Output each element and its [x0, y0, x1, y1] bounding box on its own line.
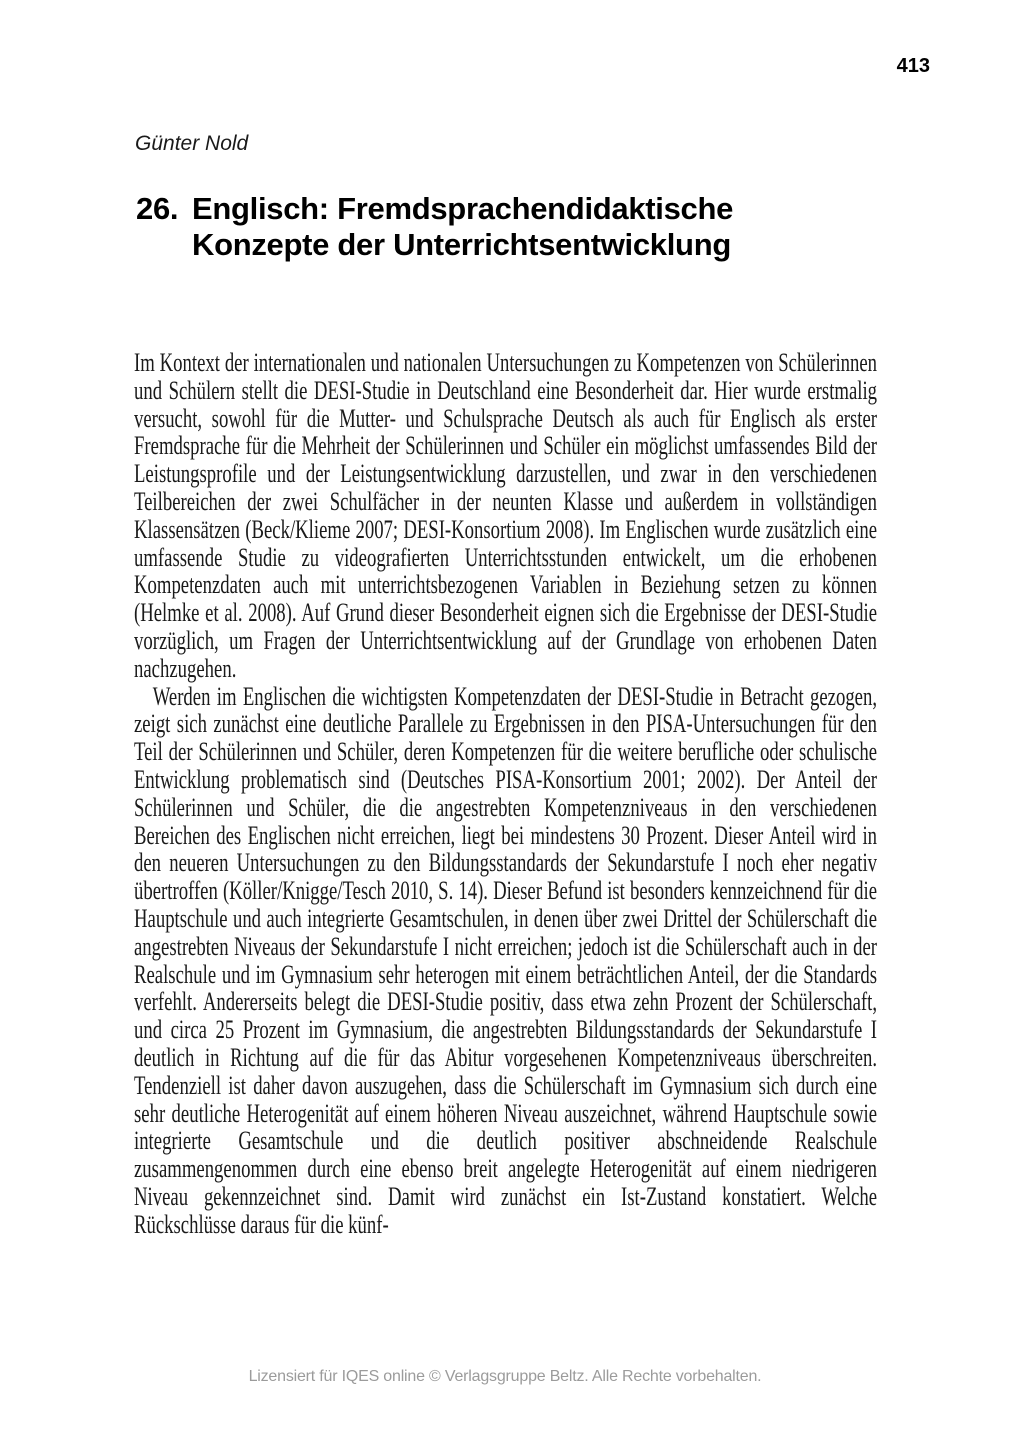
paragraph-2: Werden im Englischen die wichtigsten Kompetenzdaten der DESI-Studie in Betracht gezogen, zeigt sich zunächst eine deutliche Parallele zu Ergebnissen in den PISA-Untersuchungen für den Teil der Schülerinnen und Schüler, deren Kompetenzen für die weitere berufliche oder schulische Entwicklung problematisch sind (Deutsches PISA-Konsortium 2001; 2002). Der Anteil der Schülerinnen und Schüler, die die angestrebten Kompetenzniveaus in den verschiedenen Bereichen des Englischen nicht erreichen, liegt bei mindestens 30 Prozent. Dieser Anteil wird in den neueren Untersuchungen zu den Bildungsstandards der Sekundarstufe I noch eher negativ übertroffen (Köller/Knigge/Tesch 2010, S. 14). Dieser Befund ist besonders kennzeichnend für die Hauptschule und auch integrierte Gesamtschulen, in denen über zwei Drittel der Schülerschaft die angestrebten Niveaus der Sekundarstufe I nicht erreichen; jedoch ist die Schülerschaft auch in der Realschule und im Gymnasium sehr heterogen mit einem beträchtlichen Anteil, der die Standards verfehlt. Andererseits belegt die DESI-Studie positiv, dass etwa zehn Prozent der Schülerschaft, und circa 25 Prozent im Gymnasium, die angestrebten Bildungsstandards der Sekundarstufe I deutlich in Richtung auf die für das Abitur vorgesehenen Kompetenzniveaus überschreiten. Tendenziell ist daher davon auszugehen, dass die Schülerschaft im Gymnasium sich durch eine sehr deutliche Heterogenität auf einem höheren Niveau auszeichnet, während Hauptschule sowie integrierte Gesamtschule und die deutlich positiver abschneidende Realschule zusammengenommen durch eine ebenso breit angelegte Heterogenität auf einem niedrigeren Niveau gekennzeichnet sind. Damit wird zunächst ein Ist-Zustand konstatiert. Welche Rückschlüsse daraus für die künf- [134, 681, 878, 1239]
paragraph-1: Im Kontext der internationalen und nationalen Untersuchungen zu Kompetenzen von Schülerinnen und Schülern stellt die DESI-Studie in Deutschland eine Besonderheit dar. Hier wurde erstmalig versucht, sowohl für die Mutter- und Schulsprache Deutsch als auch für Englisch als erster Fremdsprache für die Mehrheit der Schülerinnen und Schüler ein möglichst umfassendes Bild der Leistungsprofile und der Leistungsentwicklung darzustellen, und zwar in den verschiedenen Teilbereichen der zwei Schulfächer in der neunten Klasse und außerdem in vollständigen Klassensätzen (Beck/Klieme 2007; DESI-Konsortium 2008). Im Englischen wurde zusätzlich eine umfassende Studie zu videografierten Unterrichtsstunden entwickelt, um die erhobenen Kompetenzdaten auch mit unterrichtsbezogenen Variablen in Beziehung setzen zu können (Helmke et al. 2008). Auf Grund dieser Besonderheit eignen sich die Ergebnisse der DESI-Studie vorzüglich, um Fragen der Unterrichtsentwicklung auf der Grundlage von erhobenen Daten nachzugehen. [134, 348, 878, 683]
chapter-title-line-2: Konzepte der Unterrichtsentwicklung [192, 227, 731, 262]
page-number: 413 [896, 55, 930, 77]
author-name: Günter Nold [135, 132, 249, 155]
chapter-number: 26. [136, 191, 179, 226]
chapter-title-line-1: Englisch: Fremdsprachendidaktische [192, 191, 734, 226]
chapter-title [192, 191, 733, 263]
body-text [134, 349, 877, 1239]
license-footer: Lizensiert für IQES online © Verlagsgruppe Beltz. Alle Rechte vorbehalten. [248, 1368, 762, 1385]
chapter-heading [136, 191, 733, 263]
